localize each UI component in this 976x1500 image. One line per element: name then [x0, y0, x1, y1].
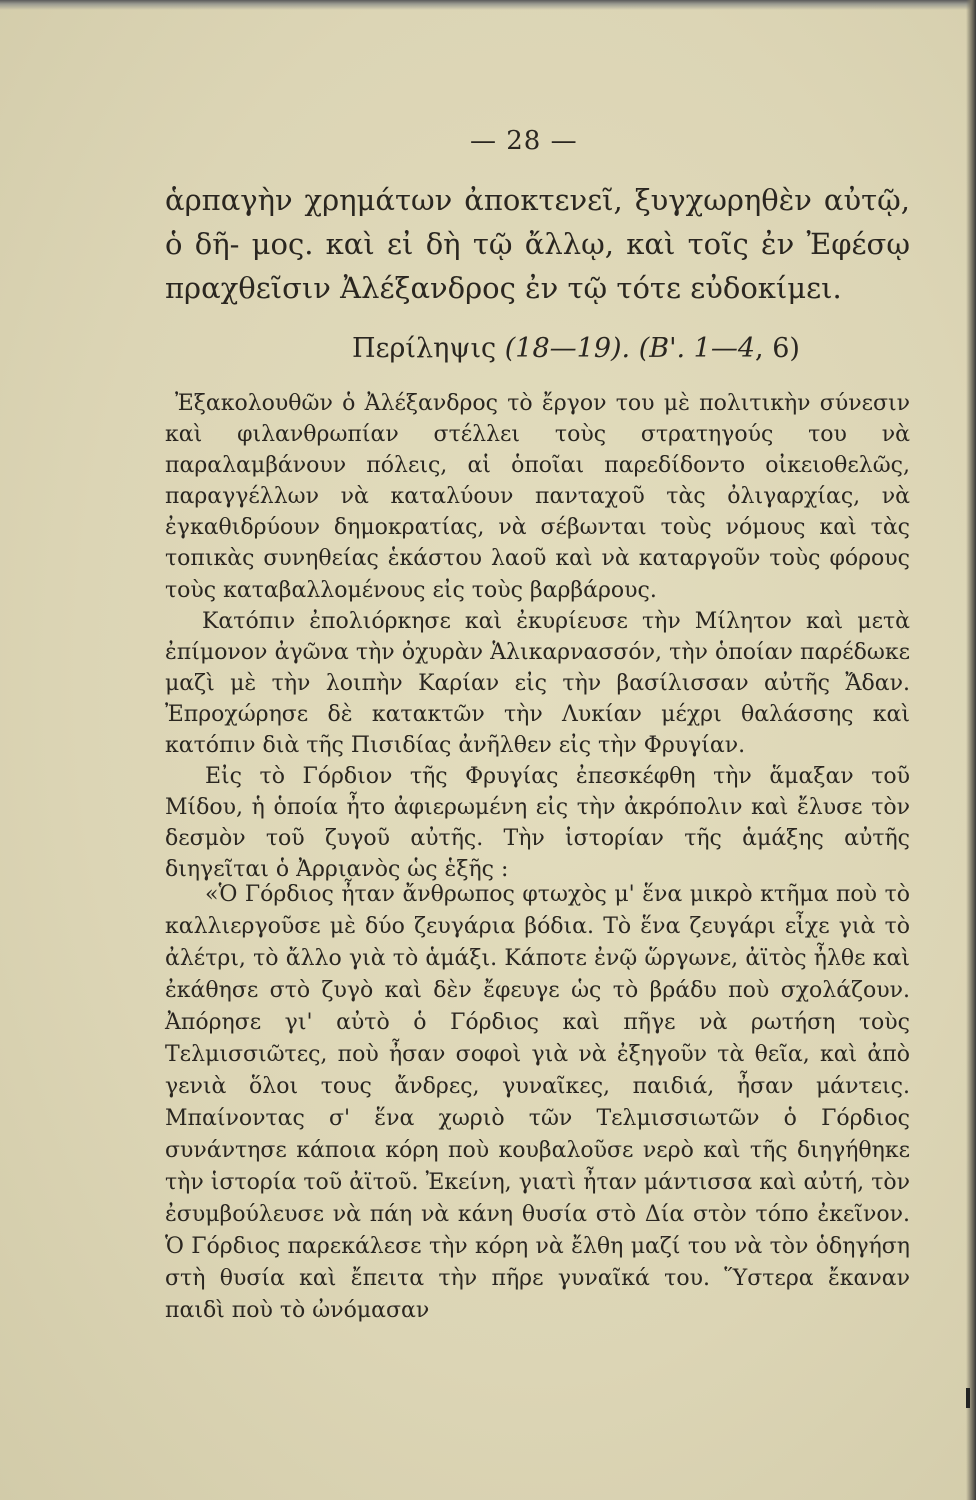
paragraph: Κατόπιν ἐπολιόρκησε καὶ ἐκυρίευσε τὴν Μίλητον καὶ μετὰ ἐπίμονον ἀγῶνα τὴν ὀχυρὰν Ἁλικαρνασσόν, τὴν ὁποίαν παρέδωκε μαζὶ μὲ τὴν λοιπὴν Καρίαν εἰς τὴν βασίλισσαν αὐτῆς Ἄδαν. Ἐπροχώρησε δὲ κατακτῶν τὴν Λυκίαν μέχρι θαλάσσης καὶ κατόπιν διὰ τῆς Πισιδίας ἀνῆλθεν εἰς τὴν Φρυγίαν.: [165, 608, 910, 759]
paragraph: Ἐξακολουθῶν ὁ Ἀλέξανδρος τὸ ἔργον του μὲ πολιτικὴν σύνεσιν καὶ φιλανθρωπίαν στέλλει τοὺς στρατηγούς του νὰ παραλαμβάνουν πόλεις, αἱ ὁποῖαι παρεδίδοντο οἰκειοθελῶς, παραγγέλλων νὰ καταλύουν πανταχοῦ τὰς ὀλιγαρχίας, νὰ ἐγκαθιδρύουν δημοκρατίας, νὰ σέβωνται τοὺς νόμους καὶ τὰς τοπικὰς συνηθείας ἑκάστου λαοῦ καὶ νὰ καταργοῦν τοὺς φόρους τοὺς καταβαλλομένους εἰς τοὺς βαρβάρους.: [165, 391, 910, 603]
summary-label: Περίληψις: [352, 333, 497, 364]
page-number: — 28 —: [470, 126, 578, 156]
paragraph: Εἰς τὸ Γόρδιον τῆς Φρυγίας ἐπεσκέφθη τὴν ἅμαξαν τοῦ Μίδου, ἡ ὁποία ἦτο ἀφιερωμένη εἰς τὴν ἀκρόπολιν καὶ ἔλυσε τὸν δεσμὸν τοῦ ζυγοῦ αὐτῆς. Τὴν ἱστορίαν τῆς ἁμάξης αὐτῆς διηγεῖται ὁ Ἀρριανὸς ὡς ἑξῆς :: [165, 764, 910, 883]
summary-body: [165, 388, 910, 886]
summary-heading: [352, 333, 800, 364]
ancient-greek-quotation-end: ἁρπαγὴν χρημάτων ἀποκτενεῖ, ξυγχωρηθὲν αὐτῷ, ὁ δῆ- μος. καὶ εἰ δὴ τῷ ἄλλῳ, καὶ τοῖς ἐν Ἐφέσῳ πραχθεῖσιν Ἀλέξανδρος ἐν τῷ τότε εὐδοκίμει.: [165, 183, 910, 305]
quote-paragraph: «Ὁ Γόρδιος ἦταν ἄνθρωπος φτωχὸς μ' ἕνα μικρὸ κτῆμα ποὺ τὸ καλλιεργοῦσε μὲ δύο ζευγάρια βόδια. Τὸ ἕνα ζευγάρι εἶχε γιὰ τὸ ἀλέτρι, τὸ ἄλλο γιὰ τὸ ἁμάξι. Κάποτε ἐνῷ ὥργωνε, ἀϊτὸς ἦλθε καὶ ἐκάθησε στὸ ζυγὸ καὶ δὲν ἔφευγε ὡς τὸ βράδυ ποὺ σχολάζουν. Ἀπόρησε γι' αὐτὸ ὁ Γόρδιος καὶ πῆγε νὰ ρωτήση τοὺς Τελμισσιῶτες, ποὺ ἦσαν σοφοὶ γιὰ νὰ ἐξηγοῦν τὰ θεῖα, καὶ ἀπὸ γενιὰ ὅλοι τους ἄνδρες, γυναῖκες, παιδιά, ἦσαν μάντεις. Μπαίνοντας σ' ἕνα χωριὸ τῶν Τελμισσιωτῶν ὁ Γόρδιος συνάντησε κάποια κόρη ποὺ κουβαλοῦσε νερὸ καὶ τῆς διηγήθηκε τὴν ἱστορία τοῦ ἀϊτοῦ. Ἐκείνη, γιατὶ ἦταν μάντισσα καὶ αὐτή, τὸν ἐσυμβούλευσε νὰ πάη νὰ κάνη θυσία στὸ Δία στὸν τόπο ἐκεῖνον. Ὁ Γόρδιος παρεκάλεσε τὴν κόρη νὰ ἔλθη μαζί του νὰ τὸν ὁδηγήση στὴ θυσία καὶ ἔπειτα τὴν πῆρε γυναῖκά του. Ὕστερα ἔκαναν παιδὶ ποὺ τὸ ὠνόμασαν: [165, 882, 910, 1323]
binding-mark: [966, 1388, 970, 1408]
scan-right-edge: [966, 0, 976, 1500]
scan-top-edge: [0, 0, 976, 10]
arrian-quotation: [165, 879, 910, 1327]
summary-range: (18—19). (Β'. 1—4: [504, 333, 756, 364]
summary-suffix: , 6): [755, 333, 800, 364]
